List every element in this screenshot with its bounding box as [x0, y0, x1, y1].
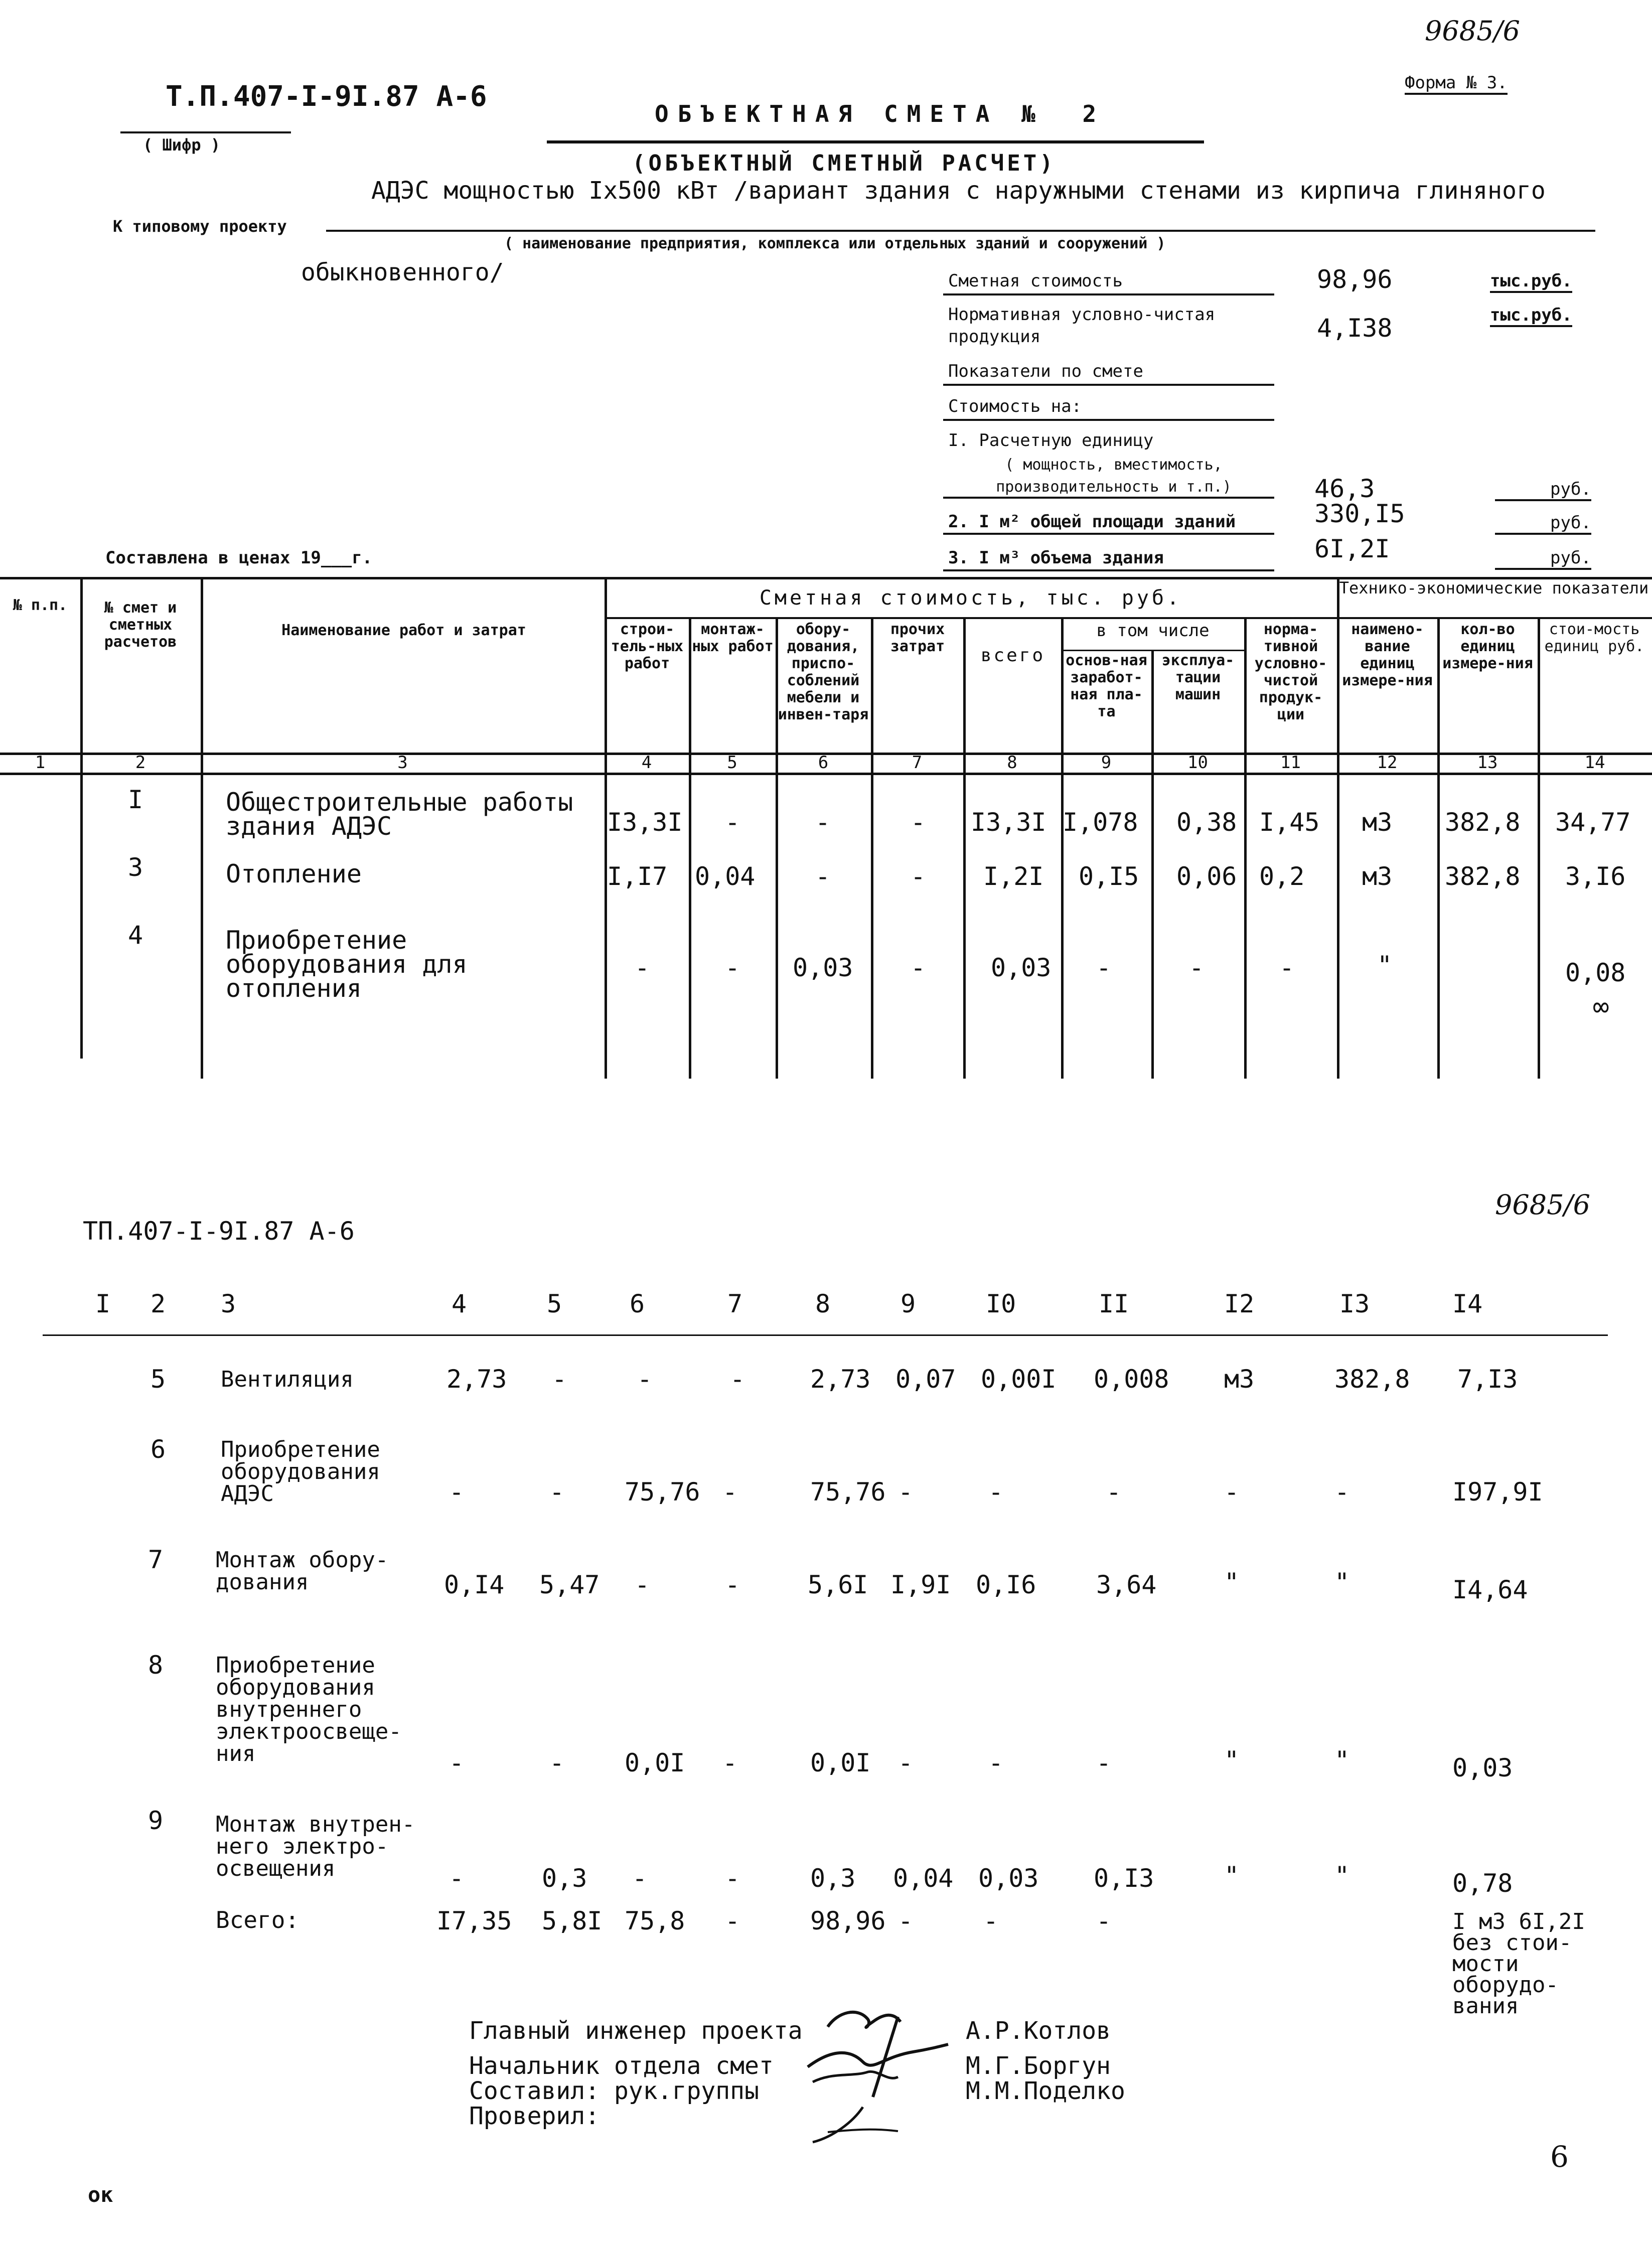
total-c7: -	[725, 1906, 740, 1935]
cell-c7: -	[722, 1477, 738, 1507]
cell-c10: 0,06	[1176, 862, 1237, 891]
header-c13: кол-во единиц измере-ния	[1442, 621, 1533, 672]
cell-c8: 75,76	[810, 1477, 886, 1507]
colnum: 9	[1101, 753, 1112, 773]
row-number: I	[128, 785, 143, 814]
row-name: Монтаж внутрен-него электро-освещения	[216, 1812, 415, 1881]
cell-c10: 0,38	[1176, 808, 1237, 837]
page-number: 6	[1550, 2140, 1569, 2174]
header-estimate-no: № смет и сметных расчетов	[104, 599, 177, 651]
cell-c5: 0,3	[542, 1864, 587, 1893]
cell-c5: -	[552, 1365, 567, 1394]
estimate-number: 2	[1082, 100, 1097, 127]
colnum: 1	[35, 753, 46, 773]
estimate-subtitle: (ОБЪЕКТНЫЙ СМЕТНЫЙ РАСЧЕТ)	[632, 151, 1056, 176]
total-note: I м3 6I,2I без стои-мости оборудо-вания	[1452, 1909, 1585, 2019]
net-label: Нормативная условно-чистая продукция	[948, 305, 1216, 347]
to-project-label: К типовому проекту	[113, 217, 287, 236]
colnum: 4	[641, 753, 652, 773]
total-c9: -	[898, 1906, 914, 1935]
cell-c13: "	[1334, 1861, 1350, 1890]
cell-c12: -	[1224, 1477, 1240, 1507]
row-number: 3	[128, 853, 143, 882]
cell-c14: 0,03	[1452, 1753, 1513, 1782]
checked-label: Проверил:	[469, 2102, 600, 2130]
total-c8: 98,96	[810, 1906, 886, 1935]
chief-name: А.Р.Котлов	[966, 2017, 1111, 2045]
row-name: Приобретение оборудования внутреннего электроосвеще-ния	[216, 1653, 402, 1766]
cell-c6: 0,03	[793, 953, 853, 982]
header-c11: норма-тивной условно-чистой продук-ции	[1254, 621, 1327, 723]
colnum: I	[95, 1289, 111, 1318]
cell-c8: 0,0I	[810, 1748, 871, 1777]
colnum: 5	[727, 753, 737, 773]
colnum: 9	[900, 1289, 916, 1318]
total-c6: 75,8	[625, 1906, 685, 1935]
handwritten-signatures	[798, 1997, 978, 2147]
header-c4: строи-тель-ных работ	[611, 621, 684, 672]
net-value: 4,I38	[1317, 314, 1393, 343]
cell-c11: 0,008	[1094, 1365, 1169, 1394]
header-c10: эксплуа-тации машин	[1161, 652, 1235, 703]
row-name: Монтаж обору-дования	[216, 1547, 389, 1595]
item1-sub: ( мощность, вместимость, производительность и т.п.)	[996, 456, 1232, 496]
cell-c10: 0,03	[978, 1864, 1039, 1893]
cell-c5: -	[725, 953, 740, 982]
cell-c10: -	[988, 1477, 1004, 1507]
colnum: 3	[221, 1289, 236, 1318]
cost-unit: тыс.руб.	[1490, 271, 1572, 293]
header-c7: прочих затрат	[890, 621, 945, 655]
object-caption: ( наименование предприятия, комплекса или отдельных зданий и сооружений )	[504, 235, 1166, 252]
net-unit: тыс.руб.	[1490, 305, 1572, 327]
colnum: 14	[1584, 753, 1605, 773]
cell-c5: 5,47	[539, 1570, 600, 1599]
cell-c8: 2,73	[810, 1365, 871, 1394]
cell-c12: "	[1224, 1861, 1240, 1890]
cell-c12: м3	[1224, 1365, 1255, 1394]
cost-label: Сметная стоимость	[948, 271, 1123, 291]
cell-c12: "	[1224, 1568, 1240, 1597]
cell-c9: 0,04	[893, 1864, 954, 1893]
colnum: 2	[135, 753, 146, 773]
cell-c5: 0,04	[695, 862, 756, 891]
cell-c5: -	[549, 1477, 565, 1507]
item1-unit: руб.	[1495, 479, 1591, 501]
cell-c9: I,9I	[890, 1570, 951, 1599]
cell-c13: 382,8	[1445, 862, 1521, 891]
cell-c11: 0,2	[1259, 862, 1305, 891]
cell-c12: м3	[1362, 808, 1393, 837]
total-c11: -	[1096, 1906, 1112, 1935]
cell-c9: -	[1096, 953, 1112, 982]
cell-c4: -	[449, 1748, 465, 1777]
cell-c11: -	[1106, 1477, 1122, 1507]
author-label: Составил: рук.группы	[469, 2077, 759, 2105]
cell-c8: 0,3	[810, 1864, 856, 1893]
item2-value: 330,I5	[1314, 499, 1405, 528]
row-name: Отопление	[226, 859, 362, 888]
cell-c10: 0,00I	[981, 1365, 1057, 1394]
cell-c6: -	[632, 1864, 648, 1893]
row-number: 7	[148, 1545, 164, 1574]
colnum: 4	[452, 1289, 467, 1318]
row-number: 5	[151, 1365, 166, 1394]
cell-c13: "	[1334, 1746, 1350, 1775]
header-npp: № п.п.	[13, 596, 68, 614]
cell-c10: -	[988, 1748, 1004, 1777]
cell-c7: -	[911, 862, 926, 891]
project-code: Т.П.407-I-9I.87 А-6	[166, 80, 487, 113]
cell-c4: -	[449, 1477, 465, 1507]
cell-c14: 34,77	[1555, 808, 1631, 837]
cell-c14: 0,78	[1452, 1869, 1513, 1898]
colnum: 8	[1007, 753, 1017, 773]
total-label: Всего:	[216, 1906, 299, 1933]
cell-c6: -	[637, 1365, 653, 1394]
cell-c4: 2,73	[446, 1365, 507, 1394]
row-number: 8	[148, 1651, 164, 1680]
cell-c8: 5,6I	[808, 1570, 868, 1599]
colnum: 7	[727, 1289, 743, 1318]
cell-c6: 0,0I	[625, 1748, 685, 1777]
colnum: 13	[1477, 753, 1498, 773]
row-name: Общестроительные работы здания АДЭС	[226, 788, 573, 841]
cipher-label: ( Шифр )	[143, 135, 221, 155]
cell-c14: 3,I6	[1565, 862, 1626, 891]
colnum: 10	[1187, 753, 1208, 773]
item3-unit: руб.	[1495, 548, 1591, 570]
cell-c8: I3,3I	[971, 808, 1046, 837]
cell-c7: -	[725, 1570, 740, 1599]
colnum: 6	[818, 753, 829, 773]
cell-c10: -	[1189, 953, 1205, 982]
prices-label: Составлена в ценах 19___г.	[105, 548, 373, 568]
header-tech-group: Технико-экономические показатели	[1339, 578, 1649, 597]
chief-label: Главный инженер проекта	[469, 2017, 803, 2045]
cell-c14: 0,08	[1565, 958, 1626, 987]
colnum: 12	[1377, 753, 1398, 773]
cell-c11: 0,I3	[1094, 1864, 1154, 1893]
cell-c7: -	[911, 953, 926, 982]
cell-c6: 75,76	[625, 1477, 700, 1507]
cell-c11: -	[1096, 1748, 1112, 1777]
title-text: ОБЪЕКТНАЯ СМЕТА №	[655, 100, 1044, 127]
cell-c11: -	[1279, 953, 1295, 982]
header-cost-group: Сметная стоимость, тыс. руб.	[759, 586, 1182, 610]
cell-c12: "	[1224, 1746, 1240, 1775]
cell-c14: 7,I3	[1457, 1365, 1518, 1394]
cell-c6: -	[815, 862, 831, 891]
header-c12: наимено-вание единиц измере-ния	[1342, 621, 1433, 689]
total-c4: I7,35	[436, 1906, 512, 1935]
row-number: 6	[151, 1435, 166, 1464]
footer-left-mark: ок	[88, 2182, 113, 2207]
cell-c4: I3,3I	[607, 808, 683, 837]
infinity-mark: ∞	[1593, 991, 1609, 1022]
corner-code-page2: 9685/6	[1495, 1189, 1590, 1221]
cell-c12: "	[1377, 951, 1393, 980]
row-number: 9	[148, 1806, 164, 1835]
cell-c9: 0,I5	[1079, 862, 1139, 891]
cell-c14: I4,64	[1452, 1575, 1528, 1604]
cell-c9: -	[898, 1477, 914, 1507]
cell-c6: -	[635, 1570, 650, 1599]
cell-c7: -	[911, 808, 926, 837]
cell-c9: -	[898, 1748, 914, 1777]
row-number: 4	[128, 921, 143, 950]
colnum: 11	[1280, 753, 1301, 773]
colnum: 7	[912, 753, 923, 773]
row-name: Приобретение оборудования АДЭС	[221, 1437, 380, 1507]
corner-code: 9685/6	[1425, 15, 1520, 47]
header-c9: основ-ная заработ-ная пла-та	[1066, 652, 1147, 720]
cell-c4: -	[449, 1864, 465, 1893]
cell-c4: I,I7	[607, 862, 668, 891]
item2-unit: руб.	[1495, 513, 1591, 535]
cell-c9: I,078	[1063, 808, 1138, 837]
cell-c7: -	[725, 1864, 740, 1893]
object-name-line2: обыкновенного/	[301, 258, 504, 286]
form-label: Форма № 3.	[1405, 73, 1508, 95]
cell-c6: -	[815, 808, 831, 837]
indicators-label: Показатели по смете	[948, 361, 1143, 381]
colnum: I2	[1224, 1289, 1255, 1318]
cell-c4: 0,I4	[444, 1570, 505, 1599]
cell-c10: 0,I6	[976, 1570, 1036, 1599]
total-c5: 5,8I	[542, 1906, 603, 1935]
colnum: I3	[1339, 1289, 1370, 1318]
cell-c13: 382,8	[1445, 808, 1521, 837]
cost-per-label: Стоимость на:	[948, 396, 1082, 416]
cell-c12: м3	[1362, 862, 1393, 891]
item3-value: 6I,2I	[1314, 534, 1390, 563]
item1-value: 46,3	[1314, 474, 1375, 503]
colnum: 6	[630, 1289, 645, 1318]
item3-label: 3. I м³ объема здания	[948, 548, 1164, 568]
header-work-name: Наименование работ и затрат	[281, 622, 526, 639]
header-c6: обору-дования, приспо-соблений мебели и инвен-таря	[778, 621, 869, 723]
cell-c4: -	[635, 953, 650, 982]
colnum: 8	[815, 1289, 831, 1318]
estimate-title	[655, 100, 1096, 127]
colnum: I0	[986, 1289, 1016, 1318]
head-name: М.Г.Боргун	[966, 2052, 1111, 2080]
header-incl-group: в том числе	[1096, 621, 1210, 641]
head-label: Начальник отдела смет	[469, 2052, 774, 2080]
object-name-line1: АДЭС мощностью Iх500 кВт /вариант здания с наружными стенами из кирпича глиняного	[371, 177, 1546, 205]
colnum: I4	[1452, 1289, 1483, 1318]
colnum: 2	[151, 1289, 166, 1318]
author-name: М.М.Поделко	[966, 2077, 1125, 2105]
item1-label: I. Расчетную единицу	[948, 430, 1154, 451]
cell-c7: -	[722, 1748, 738, 1777]
cell-c13: -	[1334, 1477, 1350, 1507]
header-c8: всего	[980, 645, 1045, 666]
cell-c13: 382,8	[1334, 1365, 1410, 1394]
item2-label: 2. I м² общей площади зданий	[948, 512, 1236, 532]
cell-c9: 0,07	[895, 1365, 956, 1394]
header-c5: монтаж-ных работ	[692, 621, 774, 655]
row-name: Вентиляция	[221, 1367, 354, 1392]
cell-c7: -	[730, 1365, 745, 1394]
colnum: 3	[397, 753, 408, 773]
cell-c11: 3,64	[1096, 1570, 1157, 1599]
total-c10: -	[983, 1906, 999, 1935]
colnum: II	[1099, 1289, 1129, 1318]
row-name: Приобретение оборудования для отопления	[226, 926, 468, 1003]
cell-c5: -	[725, 808, 740, 837]
project-code-page2: ТП.407-I-9I.87 А-6	[83, 1217, 355, 1246]
cell-c5: -	[549, 1748, 565, 1777]
cell-c11: I,45	[1259, 808, 1320, 837]
cell-c14: I97,9I	[1452, 1477, 1543, 1507]
cost-value: 98,96	[1317, 265, 1393, 294]
header-c14: стои-мость единиц руб.	[1544, 621, 1644, 655]
cell-c8: I,2I	[983, 862, 1044, 891]
colnum: 5	[547, 1289, 562, 1318]
cell-c13: "	[1334, 1568, 1350, 1597]
cell-c8: 0,03	[991, 953, 1052, 982]
